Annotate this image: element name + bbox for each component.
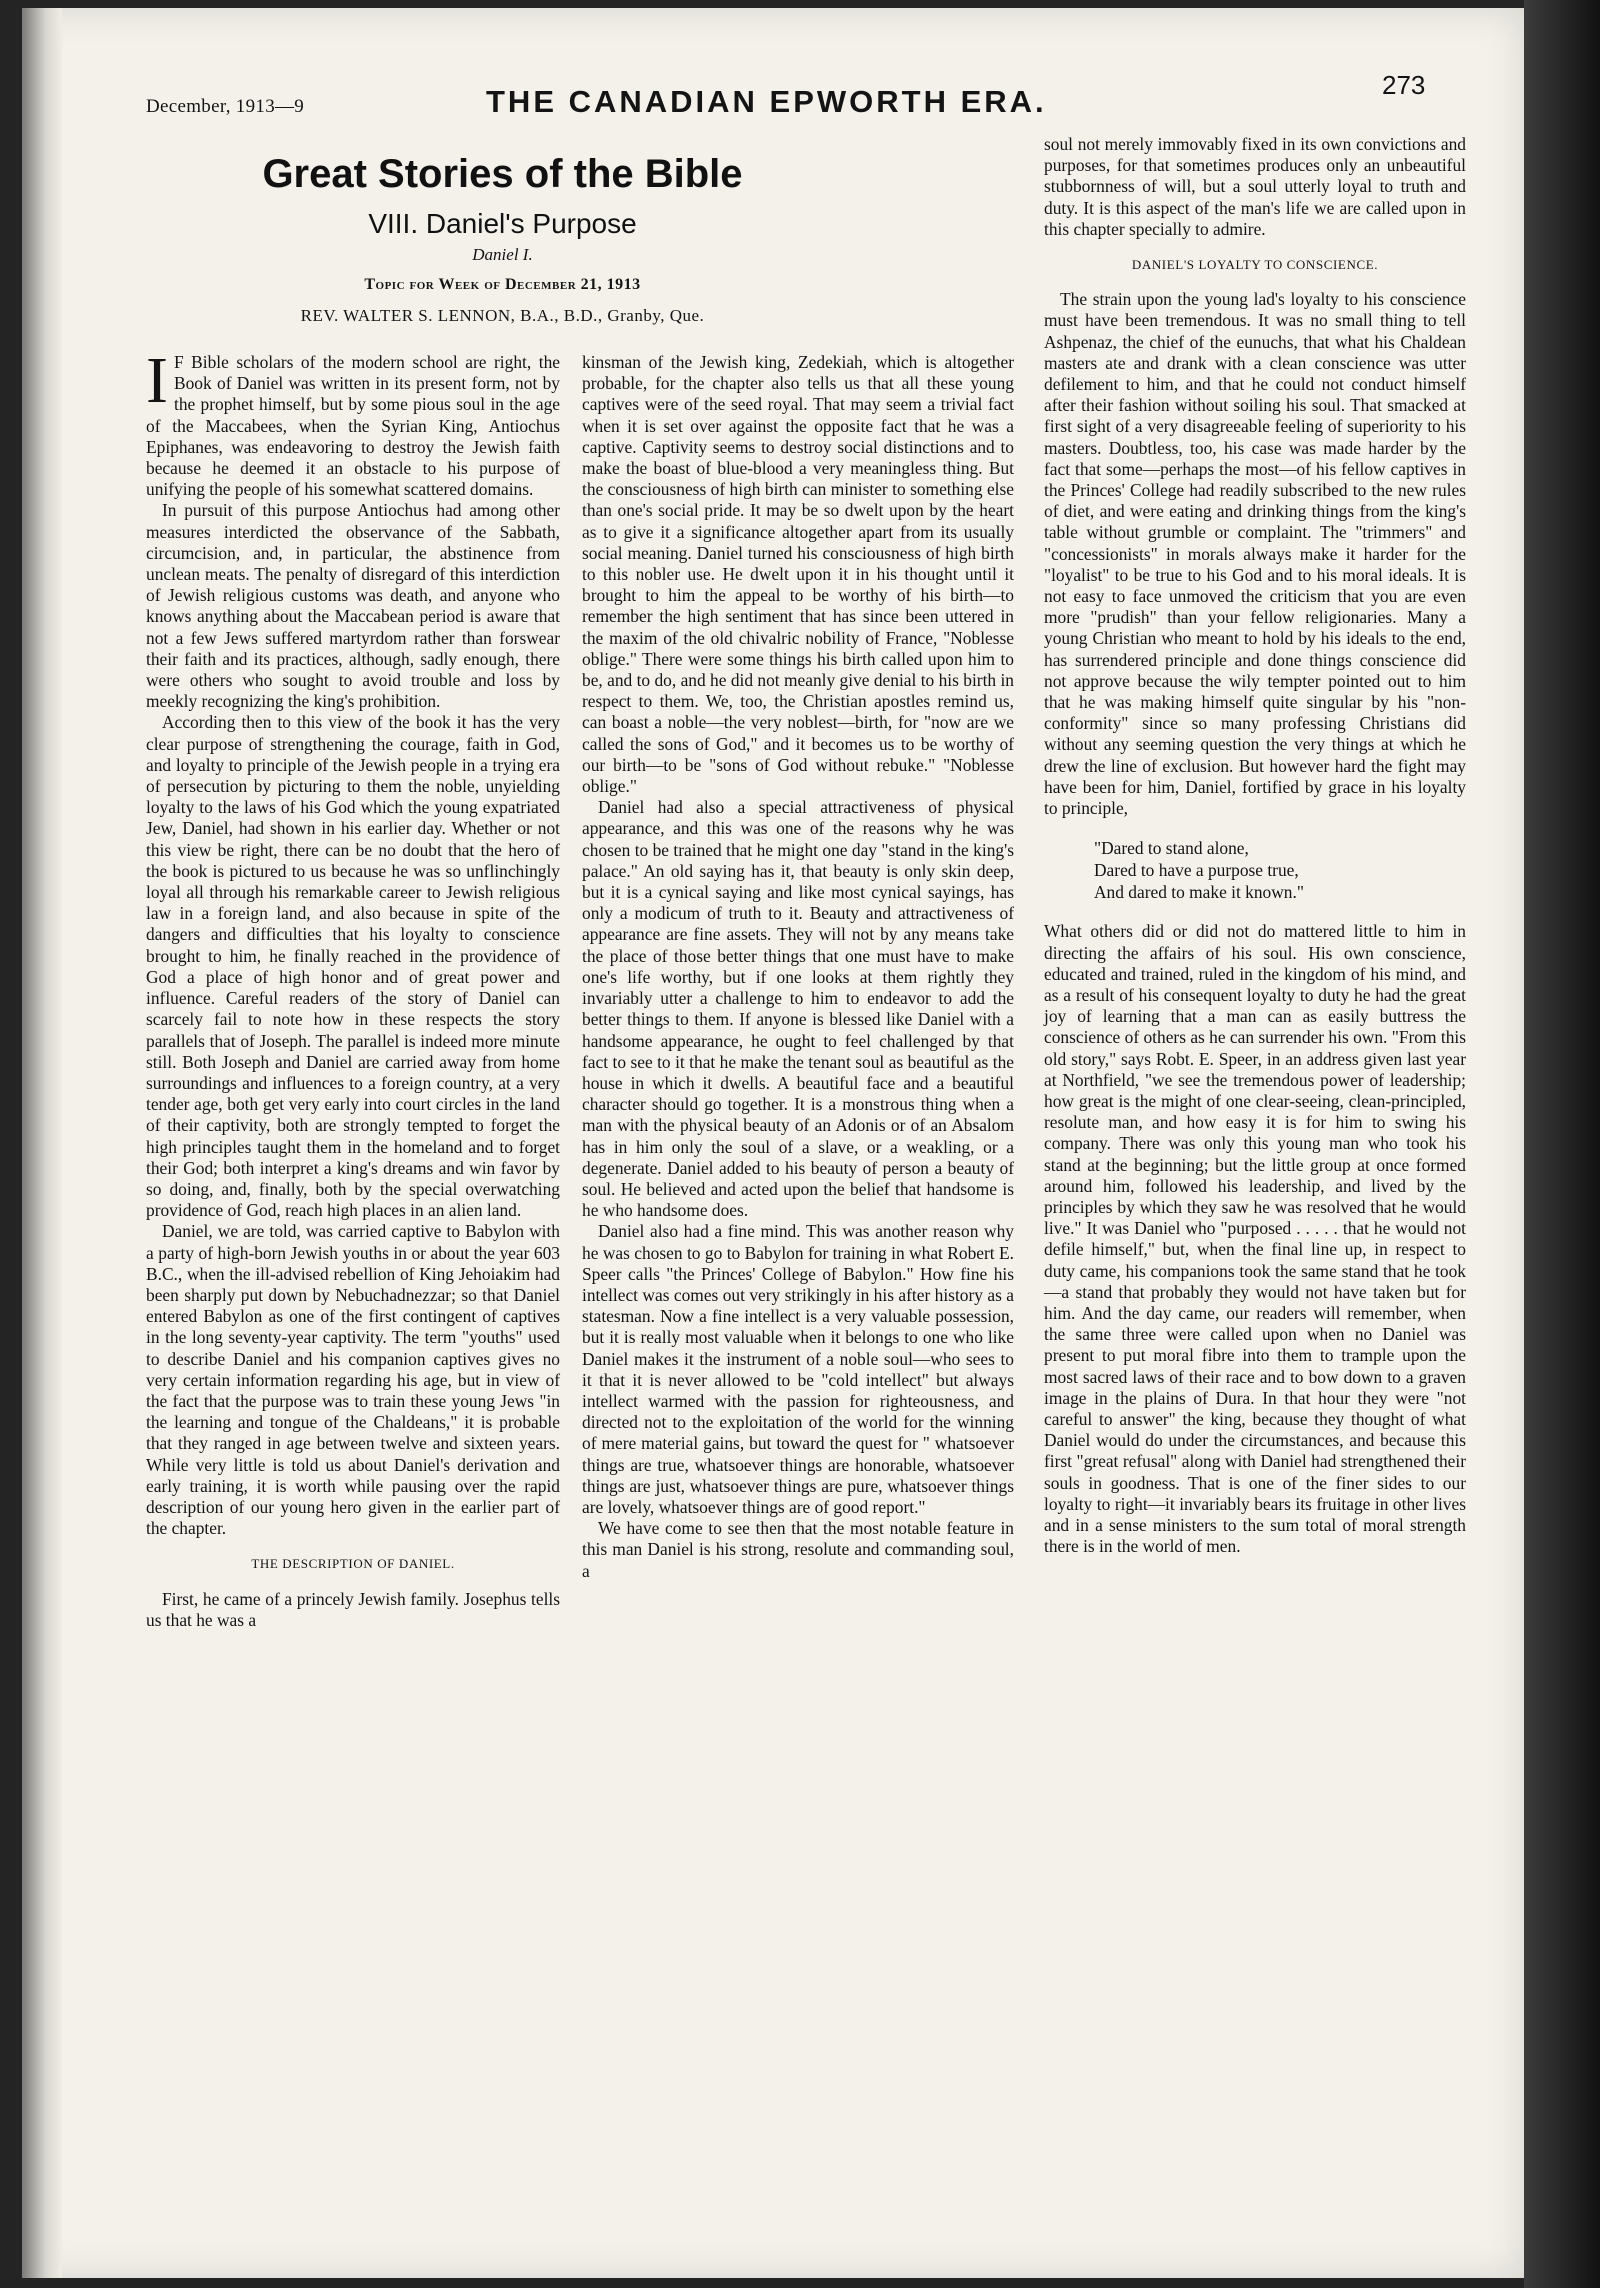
- paragraph: In pursuit of this purpose Antiochus had among other measures interdicted the observance of the Sabbath, circumcision, and, in particular, the abstinence from unclean meats. The penalty of disregard of this interdiction of Jewish religious customs was death, and anyone who knows anything about the Maccabean period is aware that not a few Jews suffered martyrdom rather than forswear their faith and its practices, although, sadly enough, there were others who sought to avoid trouble and loss by meekly recognizing the king's prohibition.: [146, 500, 560, 712]
- column-3: [1044, 134, 1466, 2174]
- paragraph: [146, 344, 560, 500]
- paragraph: soul not merely immovably fixed in its own convictions and purposes, for that sometimes produces only an unbeautiful stubbornness of will, but a soul utterly loyal to truth and duty. It is this aspect of the man's life we are called upon in this chapter specially to admire.: [1044, 134, 1466, 239]
- paragraph: The strain upon the young lad's loyalty to his conscience must have been tremendous. It was no small thing to tell Ashpenaz, the chief of the eunuchs, that what his Chaldean masters ate and drank with a clean conscience was utter defilement to him, and that he could not conduct himself after their fashion without soiling his soul. That smacked at first sight of a very disagreeable feeling of superiority to his masters. Doubtless, too, his case was made harder by the fact that some—perhaps the most—of his fellow captives in the Princes' College had readily subscribed to the new rules of diet, and were eating and drinking things from the king's table without grumble or complaint. The "trimmers" and "concessionists" in morals always make it harder for the "loyalist" to be true to his God and to his moral ideals. It is not easy to face unmoved the criticism that you are even more "prudish" than your fellow religionaries. Many a young Christian who meant to hold by his ideals to the end, has surrendered principle and done things conscience did not approve because the wily tempter pointed out to him that he was making himself quite singular by his "non-conformity" since so many professing Christians did without any seeming question the very things at which he drew the line of exclusion. But however hard the fight may have been for him, Daniel, fortified by grace in his loyalty to principle,: [1044, 289, 1466, 819]
- article-title: Great Stories of the Bible: [262, 152, 743, 196]
- poem-line: And dared to make it known.": [1094, 882, 1304, 903]
- column-2: [582, 352, 1014, 2152]
- section-heading: THE DESCRIPTION OF DANIEL.: [251, 1556, 455, 1572]
- paragraph: Daniel also had a fine mind. This was another reason why he was chosen to go to Babylon for training in what Robert E. Speer calls "the Princes' College of Babylon." How fine his intellect was comes out very strikingly in his after history as a statesman. Now a fine intellect is a very valuable possession, but it is really most valuable when it belongs to one who like Daniel makes it the instrument of a noble soul—who sees to it that it is never allowed to be "cold intellect" but always intellect warmed with the passion for righteousness, and directed not to the exploitation of the world for the winning of mere material gains, but toward the quest for " whatsoever things are true, whatsoever things are honorable, whatsoever things are just, whatsoever things are pure, whatsoever things are lovely, whatsoever things are of good report.": [582, 1221, 1014, 1517]
- paragraph: According then to this view of the book it has the very clear purpose of strengthening the courage, faith in God, and loyalty to principle of the Jewish people in a trying era of persecution by picturing to them the noble, unyielding loyalty to the laws of his God which the young expatriated Jew, Daniel, had shown in his earlier day. Whether or not this view be right, there can be no doubt that the hero of the book is pictured to us because he was so unflinchingly loyal all through his remarkable career to Jewish religious law in a foreign land, and also because in spite of the dangers and difficulties that his loyalty to conscience brought to him, he finally reached in the providence of God a place of high honor and of great power and influence. Careful readers of the story of Daniel can scarcely fail to note how in these respects the story parallels that of Joseph. The parallel is indeed more minute still. Both Joseph and Daniel are carried away from home surroundings and influences to a foreign country, at a very tender age, both get very early into court circles in the land of their captivity, both are strongly tempted to forget the high principles taught them in the homeland and to forget their God; both interpret a king's dreams and win favor by so doing, and, finally, both by the special overwatching providence of God, reach high places in an alien land.: [146, 712, 560, 1221]
- paragraph: First, he came of a princely Jewish family. Josephus tells us that he was a: [146, 1588, 560, 1630]
- author-byline: REV. WALTER S. LENNON, B.A., B.D., Granby, Que.: [300, 306, 705, 325]
- page-number: 273: [1382, 70, 1426, 100]
- scripture-reference: Daniel I.: [472, 245, 533, 264]
- scan-right-margin: [1524, 0, 1600, 2288]
- paragraph: Daniel had also a special attractiveness of physical appearance, and this was one of the reasons why he was chosen to be trained that he might one day "stand in the king's palace." An old saying has it, that beauty is only skin deep, but it is a cynical saying and like most cynical sayings, has only a modicum of truth to it. Beauty and attractiveness of appearance are fine assets. They will not by any means take the place of those better things that one must have to make one's life worthy, but if one looks at them rightly they invariably utter a challenge to him to endeavor to add the better things to them. If anyone is blessed like Daniel with a handsome appearance, he ought to feel challenged by that fact to see to it that he make the tenant soul as beautiful as the house in which it dwells. A beautiful face and a beautiful character should go together. It is a monstrous thing when a man with the physical beauty of an Adonis or of an Absalom has in him only the soul of a slave, or a weakling, or a degenerate. Daniel added to his beauty of person a beauty of soul. He believed and acted upon the belief that handsome is he who handsome does.: [582, 797, 1014, 1221]
- poem-line: "Dared to stand alone,: [1094, 838, 1249, 859]
- column-1: [146, 344, 560, 2152]
- section-heading: DANIEL'S LOYALTY TO CONSCIENCE.: [1131, 257, 1379, 273]
- paragraph-text: F Bible scholars of the modern school are right, the Book of Daniel was written in its present form, not by the prophet himself, but by some pious soul in the age of the Maccabees, when the Syrian King, Antiochus Epiphanes, was endeavoring to destroy the Jewish faith because he deemed it an obstacle to his purpose of unifying the people of his somewhat scattered domains.: [146, 352, 560, 500]
- poem-line: Dared to have a purpose true,: [1094, 860, 1299, 881]
- issue-date: December, 1913—9: [146, 96, 305, 117]
- topic-line: Topic for Week of December 21, 1913: [364, 276, 641, 293]
- article-subtitle: VIII. Daniel's Purpose: [368, 208, 637, 239]
- drop-cap: I: [146, 344, 168, 417]
- poem-quote: [1094, 837, 1466, 903]
- paragraph: We have come to see then that the most notable feature in this man Daniel is his strong, resolute and commanding soul, a: [582, 1518, 1014, 1581]
- journal-title: THE CANADIAN EPWORTH ERA.: [486, 84, 1047, 119]
- page-binding-edge: [22, 8, 62, 2278]
- paragraph: What others did or did not do mattered little to him in directing the affairs of his soul. His own conscience, educated and trained, ruled in the kingdom of his mind, and as a result of his consequent loyalty to duty he had the great joy of learning that a man can as easily buttress the conscience of others as he can surrender his own. "From this old story," says Robt. E. Speer, in an address given last year at Northfield, "we see the tremendous power of leadership; how great is the might of one clear-seeing, clean-principled, resolute man, and how easy it is for him to swing his company. There was only this young man who took his stand at the beginning; but the little group at once formed around him, followed his leadership, and lived by the principles by which they saw he was resolved that he would live." It was Daniel who "purposed . . . . . that he would not defile himself," but, when the final line up, in respect to duty came, his companions took the same stand that he took—a stand that probably they would not have taken but for him. And the day came, our readers will remember, when the same three were called upon when no Daniel was present to put moral fibre into them to trample upon the most sacred laws of their race and to bow down to a graven image in the plains of Dura. In that hour they were "not careful to answer" the king, because they thought of what Daniel would do under the circumstances, and because this first "great refusal" along with Daniel had strengthened their souls in goodness. That is one of the finer sides to our loyalty to right—it invariably bears its fruitage in other lives and in a sense ministers to the sum total of moral strength there is in the world of men.: [1044, 921, 1466, 1557]
- paragraph: kinsman of the Jewish king, Zedekiah, which is altogether probable, for the chapter also tells us that all these young captives were of the seed royal. That may seem a trivial fact when it is set over against the opposite fact that he was a captive. Captivity seems to destroy social distinctions and to make the boast of blue-blood a very meaningless thing. But the consciousness of high birth can minister to something else than one's social pride. It may be so dwelt upon by the heart as to give it a significance altogether apart from its usually social meaning. Daniel turned his consciousness of high birth to this nobler use. He dwelt upon it in his thought until it brought to him the appeal to be worthy of his birth—to remember the high sentiment that has since been uttered in the maxim of the old chivalric nobility of France, "Noblesse oblige." There were some things his birth called upon him to be, and to do, and he did not meanly give denial to his birth in respect to them. We, too, the Christian apostles remind us, can boast a noble—the very noblest—birth, for "now are we called the sons of God," and it becomes us to be worthy of our birth—to be "sons of God without rebuke." "Noblesse oblige.": [582, 352, 1014, 797]
- paragraph: Daniel, we are told, was carried captive to Babylon with a party of high-born Jewish youths in or about the year 603 B.C., when the ill-advised rebellion of King Jehoiakim had been sharply put down by Nebuchadnezzar; so that Daniel entered Babylon as one of the first contingent of captives in the long seventy-year captivity. The term "youths" used to describe Daniel and his companion captives gives no very certain information regarding his age, but in view of the fact that the purpose was to train these young Jews "in the learning and tongue of the Chaldeans," it is probable that they ranged in age between twelve and sixteen years. While very little is told us about Daniel's derivation and early training, it is worth while pausing over the rapid description of our young hero given in the earlier part of the chapter.: [146, 1221, 560, 1539]
